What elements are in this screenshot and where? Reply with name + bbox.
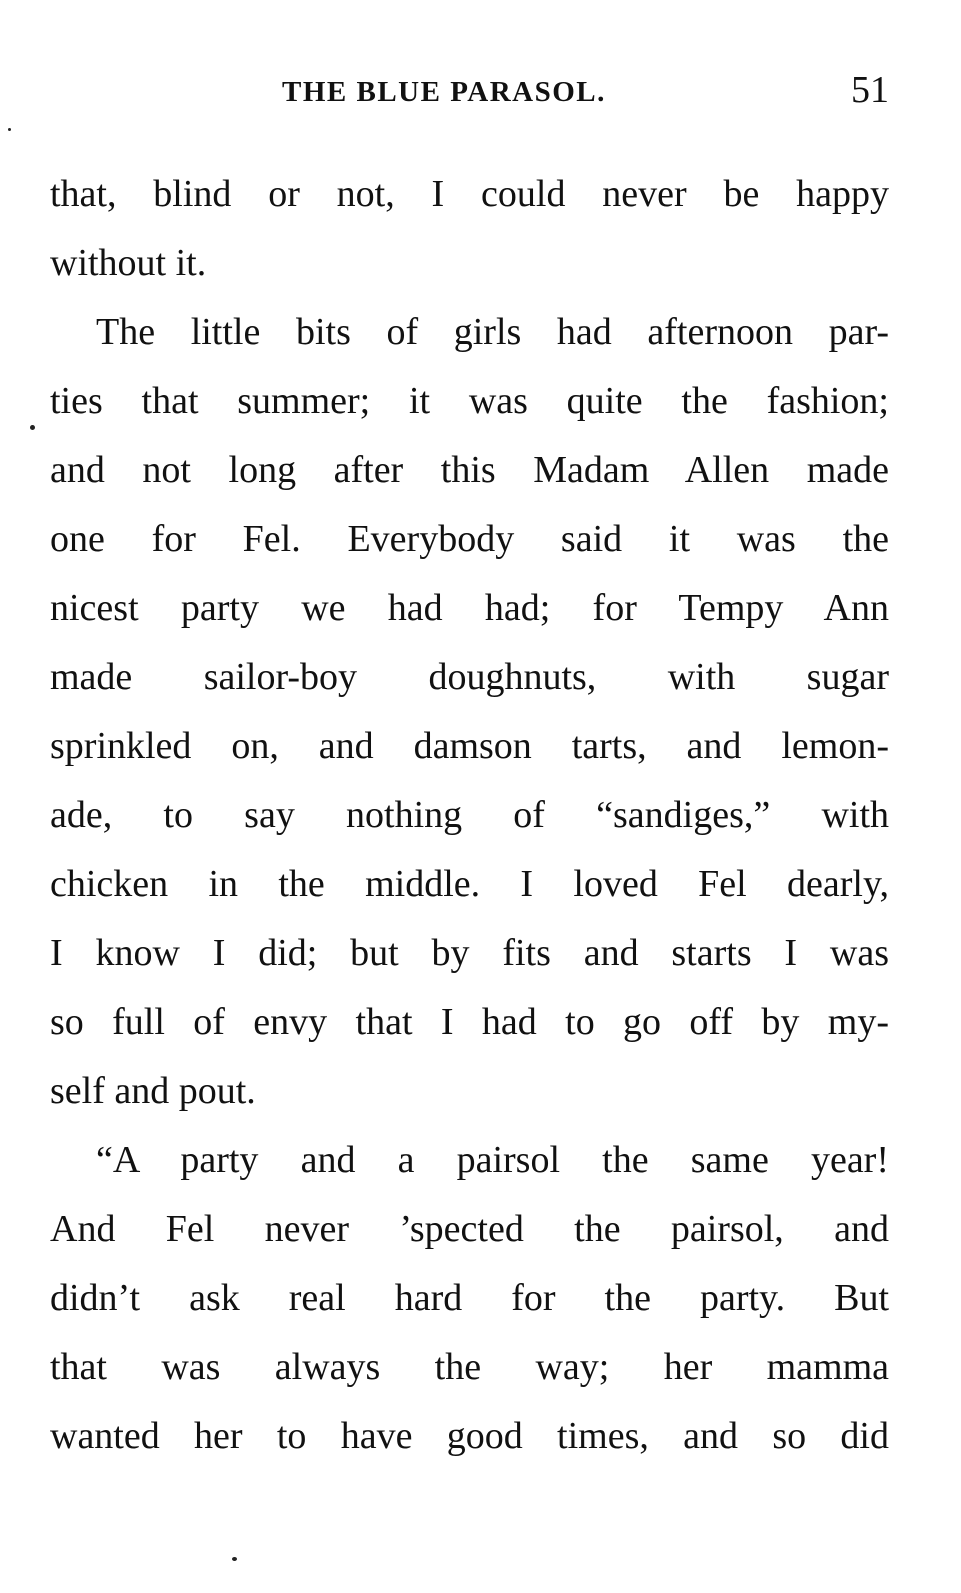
text-line: wanted her to have good times, and so did bbox=[50, 1415, 889, 1457]
text-line: one for Fel. Everybody said it was the bbox=[50, 518, 889, 560]
text-line: so full of envy that I had to go off by my- bbox=[50, 1001, 889, 1043]
scan-speck bbox=[8, 128, 11, 131]
scan-speck bbox=[232, 1557, 237, 1561]
text-line: that was always the way; her mamma bbox=[50, 1346, 889, 1388]
text-line: ade, to say nothing of “sandiges,” with bbox=[50, 794, 889, 836]
text-line: made sailor-boy doughnuts, with sugar bbox=[50, 656, 889, 698]
text-line: chicken in the middle. I loved Fel dearly, bbox=[50, 863, 889, 905]
text-line: self and pout. bbox=[50, 1070, 256, 1112]
page-number: 51 bbox=[851, 69, 889, 111]
text-line: that, blind or not, I could never be happy bbox=[50, 173, 889, 215]
scan-speck bbox=[30, 425, 35, 430]
text-line: And Fel never ’spected the pairsol, and bbox=[50, 1208, 889, 1250]
text-line: nicest party we had had; for Tempy Ann bbox=[50, 587, 889, 629]
running-head: THE BLUE PARASOL. bbox=[282, 76, 606, 108]
text-line: sprinkled on, and damson tarts, and lemon- bbox=[50, 725, 889, 767]
text-line: and not long after this Madam Allen made bbox=[50, 449, 889, 491]
body-text bbox=[50, 160, 889, 1471]
text-line: The little bits of girls had afternoon par- bbox=[96, 311, 889, 353]
text-line: I know I did; but by fits and starts I was bbox=[50, 932, 889, 974]
text-line: ties that summer; it was quite the fashion; bbox=[50, 380, 889, 422]
text-line: “A party and a pairsol the same year! bbox=[96, 1139, 889, 1181]
text-line: without it. bbox=[50, 242, 207, 284]
text-line: didn’t ask real hard for the party. But bbox=[50, 1277, 889, 1319]
